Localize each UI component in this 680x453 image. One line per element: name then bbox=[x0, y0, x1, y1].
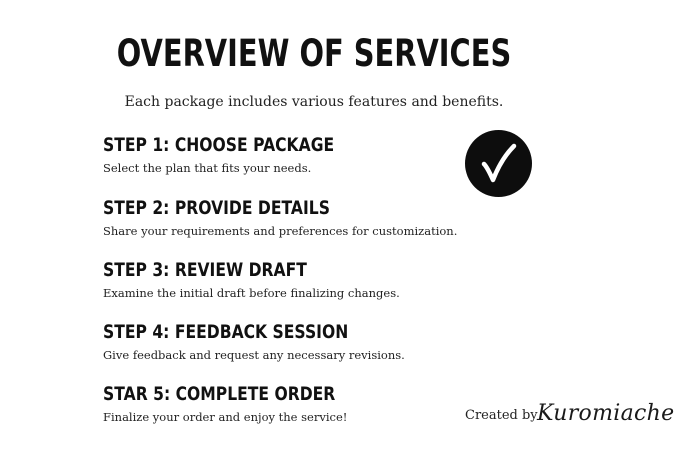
step-title: STEP 2: PROVIDE DETAILS bbox=[103, 197, 330, 219]
page-subtitle: Each package includes various features and benefits. bbox=[124, 94, 504, 110]
step-title: STEP 3: REVIEW DRAFT bbox=[103, 259, 307, 281]
step-4 bbox=[103, 320, 543, 363]
step-description: Select the plan that fits your needs. bbox=[103, 161, 312, 175]
step-title: STEP 4: FEEDBACK SESSION bbox=[103, 321, 349, 343]
step-description: Examine the initial draft before finalizing changes. bbox=[103, 286, 400, 300]
credit-signature: Kuromiache bbox=[537, 401, 675, 426]
step-description: Finalize your order and enjoy the service! bbox=[103, 410, 348, 424]
step-2 bbox=[103, 196, 543, 239]
step-title: STAR 5: COMPLETE ORDER bbox=[103, 383, 336, 405]
page-title: OVERVIEW OF SERVICES bbox=[116, 32, 512, 75]
step-description: Give feedback and request any necessary revisions. bbox=[103, 348, 405, 362]
step-description: Share your requirements and preferences for customization. bbox=[103, 224, 458, 238]
step-title: STEP 1: CHOOSE PACKAGE bbox=[103, 134, 335, 156]
credit-label: Created by bbox=[465, 408, 538, 423]
checkmark-icon bbox=[465, 130, 532, 197]
step-3 bbox=[103, 258, 543, 301]
checkmark-badge bbox=[465, 130, 532, 197]
